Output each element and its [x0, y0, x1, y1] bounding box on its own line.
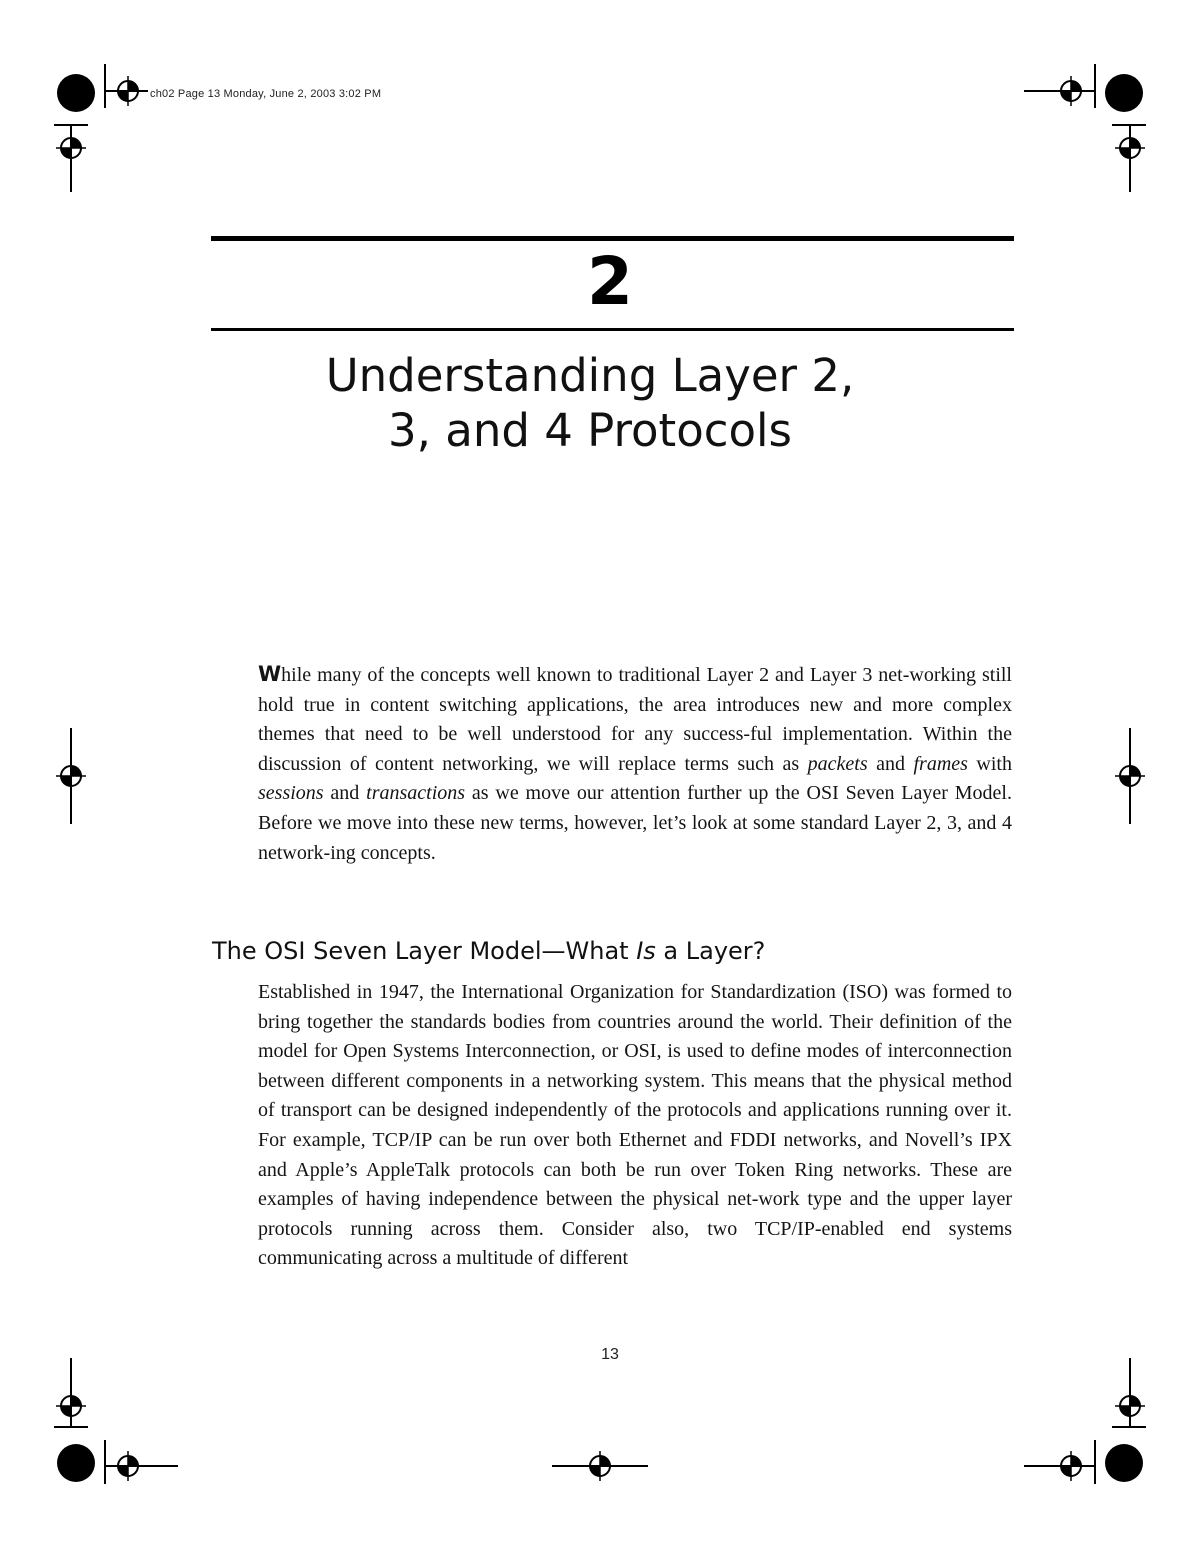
- registration-dot-top-left: [57, 74, 95, 112]
- chapter-title-line: 3, and 4 Protocols: [388, 404, 792, 457]
- registration-mark-icon: [1056, 1451, 1086, 1481]
- page-number: 13: [601, 1346, 619, 1363]
- crop-line: [54, 1426, 88, 1428]
- registration-mark-icon: [1115, 761, 1145, 791]
- chapter-title: [200, 348, 980, 458]
- crop-line: [1094, 1440, 1096, 1484]
- crop-line: [1094, 64, 1096, 108]
- registration-mark-icon: [56, 761, 86, 791]
- registration-mark-icon: [56, 1391, 86, 1421]
- registration-mark-icon: [1056, 76, 1086, 106]
- registration-mark-icon: [113, 76, 143, 106]
- registration-mark-icon: [1115, 1391, 1145, 1421]
- crop-line: [104, 1440, 106, 1484]
- intro-paragraph: While many of the concepts well known to traditional Layer 2 and Layer 3 net-working still hold true in content switching applications, the area introduces new and more complex themes that need to be well understood for any success-ful implementation. Within the discussion of content networking, we will replace terms such as packets and frames with sessions and transactions as we move our attention further up the OSI Seven Layer Model. Before we move into these new terms, however, let’s look at some standard Layer 2, 3, and 4 network-ing concepts.: [258, 662, 1012, 864]
- crop-line: [1112, 1426, 1146, 1428]
- chapter-title-line: Understanding Layer 2,: [325, 349, 855, 402]
- print-slug: ch02 Page 13 Monday, June 2, 2003 3:02 PM: [150, 88, 382, 100]
- drop-cap: W: [258, 662, 282, 686]
- chapter-rule-top: [211, 236, 1014, 241]
- registration-dot-top-right: [1105, 74, 1143, 112]
- registration-dot-bottom-left: [57, 1444, 95, 1482]
- registration-mark-icon: [585, 1451, 615, 1481]
- registration-mark-icon: [113, 1451, 143, 1481]
- chapter-number: 2: [587, 243, 633, 320]
- section-body-paragraph: Established in 1947, the International Organization for Standardization (ISO) was formed to bring together the standards bodies from countries around the world. Their definition of the model for Open Systems Interconnection, or OSI, is used to define modes of interconnection between different components in a networking system. This means that the physical method of transport can be designed independently of the protocols and applications running over it. For example, TCP/IP can be run over both Ethernet and FDDI networks, and Novell’s IPX and Apple’s AppleTalk protocols can both be run over Token Ring networks. These are examples of having independence between the physical net-work type and the upper layer protocols running across them. Consider also, two TCP/IP-enabled end systems communicating across a multitude of different: [258, 981, 1012, 1270]
- section-heading: The OSI Seven Layer Model—What Is a Layer?: [212, 937, 766, 965]
- registration-mark-icon: [56, 133, 86, 163]
- chapter-rule-bottom: [211, 328, 1014, 331]
- registration-mark-icon: [1115, 133, 1145, 163]
- crop-line: [104, 64, 106, 108]
- registration-dot-bottom-right: [1105, 1444, 1143, 1482]
